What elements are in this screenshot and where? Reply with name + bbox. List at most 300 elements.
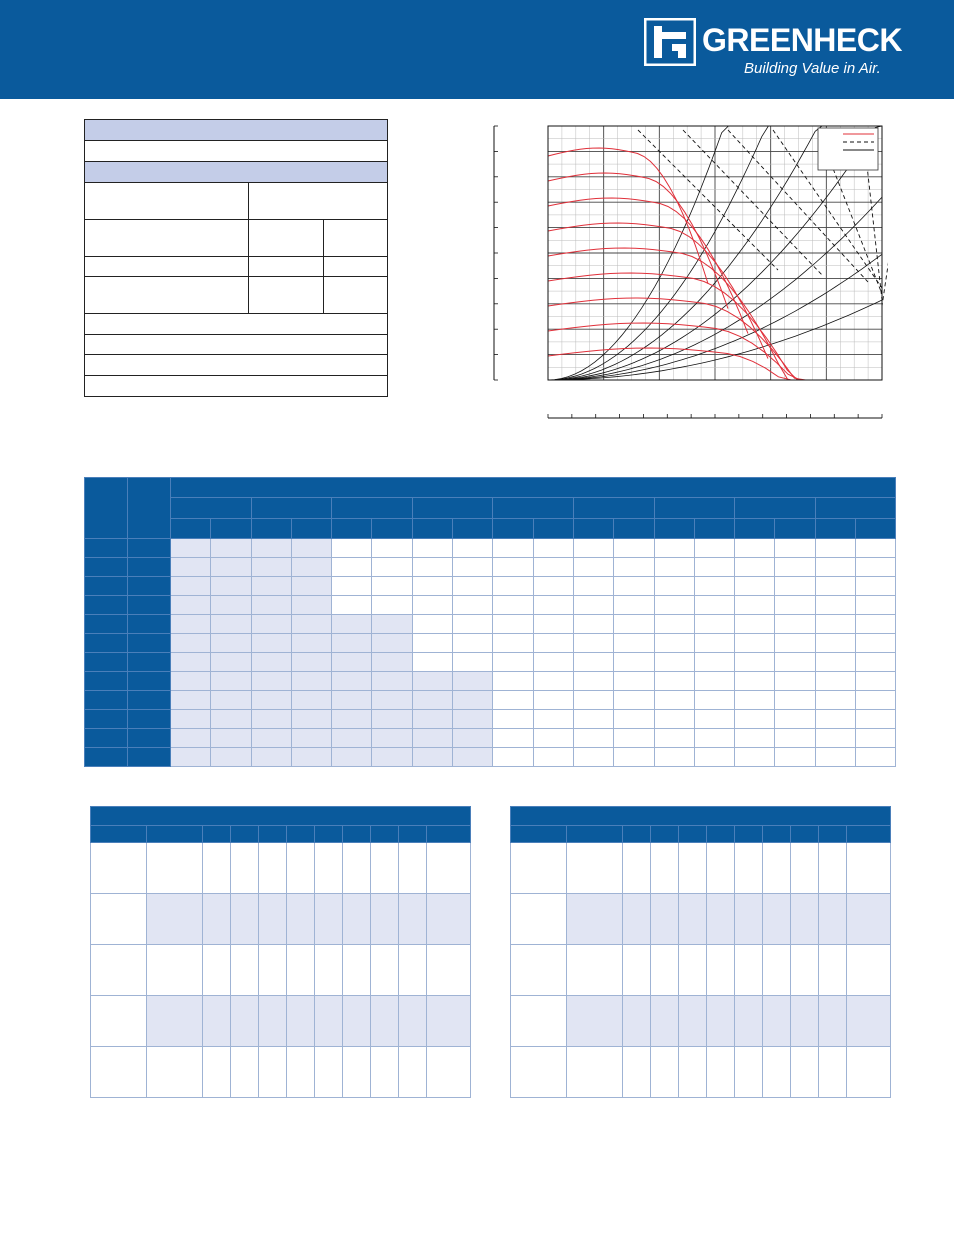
table-cell (493, 710, 533, 729)
table-cell (763, 843, 791, 894)
table-row (85, 577, 896, 596)
table-cell (211, 748, 251, 767)
header-cell (171, 478, 896, 498)
row-header-cell (85, 577, 128, 596)
table-cell (412, 672, 452, 691)
table-cell (211, 672, 251, 691)
table-cell (211, 691, 251, 710)
table-cell (511, 843, 567, 894)
spec-cell (323, 219, 388, 257)
table-row (91, 996, 471, 1047)
table-row (511, 843, 891, 894)
table-cell (147, 945, 203, 996)
table-cell (372, 710, 412, 729)
table-cell (819, 945, 847, 996)
table-cell (694, 558, 734, 577)
table-cell (493, 558, 533, 577)
table-cell (791, 996, 819, 1047)
table-cell (427, 996, 471, 1047)
table-cell (735, 748, 775, 767)
table-cell (533, 539, 573, 558)
header-cell (623, 826, 651, 843)
table-cell (654, 596, 694, 615)
table-cell (493, 672, 533, 691)
spec-cell (248, 276, 324, 314)
table-cell (372, 672, 412, 691)
table-cell (614, 691, 654, 710)
table-cell (533, 577, 573, 596)
header-cell (791, 826, 819, 843)
table-cell (614, 558, 654, 577)
table-cell (371, 843, 399, 894)
table-cell (91, 996, 147, 1047)
table-cell (775, 615, 815, 634)
header-cell (412, 519, 452, 539)
table-row (85, 729, 896, 748)
table-cell (694, 729, 734, 748)
table-cell (453, 710, 493, 729)
spec-cell (248, 219, 324, 257)
table-cell (147, 843, 203, 894)
table-cell (259, 894, 287, 945)
table-cell (856, 691, 896, 710)
dimension-table-left (90, 806, 471, 1098)
table-cell (251, 710, 291, 729)
table-cell (251, 596, 291, 615)
table-cell (251, 577, 291, 596)
table-cell (567, 945, 623, 996)
table-cell (372, 596, 412, 615)
table-cell (573, 691, 613, 710)
header-cell (735, 826, 763, 843)
table-cell (735, 615, 775, 634)
row-header-cell (128, 710, 171, 729)
table-cell (694, 653, 734, 672)
header-cell (694, 519, 734, 539)
spec-row (84, 334, 388, 355)
table-cell (847, 1047, 891, 1098)
table-cell (372, 558, 412, 577)
performance-chart (488, 120, 888, 430)
table-cell (493, 596, 533, 615)
table-header-row (91, 826, 471, 843)
table-cell (573, 615, 613, 634)
table-cell (493, 729, 533, 748)
table-cell (533, 615, 573, 634)
table-cell (231, 996, 259, 1047)
table-cell (694, 539, 734, 558)
table-cell (315, 1047, 343, 1098)
table-cell (573, 672, 613, 691)
spec-cell (323, 276, 388, 314)
table-cell (651, 945, 679, 996)
table-cell (815, 729, 855, 748)
header-cell (203, 826, 231, 843)
header-cell (763, 826, 791, 843)
header-cell (128, 478, 171, 539)
header-cell (493, 519, 533, 539)
row-header-cell (128, 729, 171, 748)
table-cell (412, 558, 452, 577)
table-cell (332, 653, 372, 672)
table-cell (815, 691, 855, 710)
table-cell (493, 634, 533, 653)
table-row (85, 539, 896, 558)
table-cell (856, 710, 896, 729)
row-header-cell (85, 539, 128, 558)
row-header-cell (85, 691, 128, 710)
header-cell (171, 498, 252, 519)
spec-cell (323, 256, 388, 277)
table-row (511, 996, 891, 1047)
table-cell (453, 615, 493, 634)
table-cell (707, 1047, 735, 1098)
table-row (85, 748, 896, 767)
table-cell (343, 945, 371, 996)
table-row (85, 691, 896, 710)
table-cell (679, 1047, 707, 1098)
row-header-cell (85, 729, 128, 748)
table-header-row (85, 478, 896, 498)
brand-name: GREENHECK (702, 22, 902, 58)
table-cell (412, 615, 452, 634)
header-cell (815, 498, 896, 519)
table-cell (775, 596, 815, 615)
table-cell (654, 615, 694, 634)
fan-curve (548, 148, 708, 284)
table-cell (493, 577, 533, 596)
table-cell (372, 653, 412, 672)
table-cell (372, 615, 412, 634)
row-header-cell (128, 672, 171, 691)
table-cell (735, 729, 775, 748)
table-cell (694, 577, 734, 596)
table-cell (332, 691, 372, 710)
table-cell (251, 691, 291, 710)
table-cell (371, 894, 399, 945)
table-cell (211, 710, 251, 729)
table-cell (654, 710, 694, 729)
table-cell (493, 615, 533, 634)
table-cell (533, 672, 573, 691)
table-cell (654, 691, 694, 710)
spec-header-row (84, 119, 388, 141)
table-cell (147, 1047, 203, 1098)
table-cell (775, 710, 815, 729)
header-cell (735, 498, 816, 519)
table-header-row (85, 519, 896, 539)
table-cell (231, 1047, 259, 1098)
table-cell (251, 653, 291, 672)
table-cell (251, 615, 291, 634)
spec-cell (248, 256, 324, 277)
table-cell (343, 1047, 371, 1098)
table-cell (171, 615, 211, 634)
row-header-cell (85, 634, 128, 653)
table-cell (623, 996, 651, 1047)
table-cell (332, 672, 372, 691)
table-cell (573, 653, 613, 672)
row-header-cell (128, 539, 171, 558)
table-cell (815, 558, 855, 577)
table-cell (573, 634, 613, 653)
table-cell (847, 996, 891, 1047)
table-row (91, 843, 471, 894)
table-cell (291, 596, 331, 615)
table-cell (775, 634, 815, 653)
table-cell (651, 894, 679, 945)
table-cell (533, 748, 573, 767)
table-cell (372, 748, 412, 767)
table-cell (763, 945, 791, 996)
row-header-cell (85, 596, 128, 615)
table-cell (453, 539, 493, 558)
table-cell (614, 748, 654, 767)
table-cell (147, 996, 203, 1047)
table-cell (775, 691, 815, 710)
table-cell (171, 710, 211, 729)
table-cell (315, 996, 343, 1047)
table-cell (694, 634, 734, 653)
table-cell (453, 596, 493, 615)
row-header-cell (128, 653, 171, 672)
table-cell (847, 945, 891, 996)
table-cell (679, 843, 707, 894)
table-cell (614, 596, 654, 615)
table-cell (856, 539, 896, 558)
table-cell (735, 843, 763, 894)
table-cell (533, 653, 573, 672)
table-cell (427, 945, 471, 996)
table-cell (171, 634, 211, 653)
table-cell (679, 945, 707, 996)
table-cell (493, 691, 533, 710)
table-cell (211, 577, 251, 596)
header-cell (775, 519, 815, 539)
table-cell (679, 894, 707, 945)
header-cell (211, 519, 251, 539)
table-cell (171, 691, 211, 710)
header-cell (847, 826, 891, 843)
table-cell (735, 996, 763, 1047)
header-cell (343, 826, 371, 843)
spec-header-row (84, 161, 388, 183)
table-cell (856, 653, 896, 672)
table-cell (791, 894, 819, 945)
spec-row (84, 375, 388, 397)
table-cell (315, 843, 343, 894)
table-cell (203, 843, 231, 894)
table-cell (259, 843, 287, 894)
fan-curve (548, 248, 788, 380)
row-header-cell (128, 691, 171, 710)
table-cell (412, 634, 452, 653)
table-cell (856, 672, 896, 691)
header-cell (819, 826, 847, 843)
table-cell (291, 577, 331, 596)
table-cell (211, 615, 251, 634)
table-cell (287, 1047, 315, 1098)
table-row (85, 634, 896, 653)
header-cell (493, 498, 574, 519)
table-cell (651, 843, 679, 894)
table-cell (211, 634, 251, 653)
spec-cell (84, 256, 249, 277)
table-cell (707, 843, 735, 894)
table-row (511, 894, 891, 945)
table-cell (847, 894, 891, 945)
table-cell (511, 894, 567, 945)
table-cell (412, 653, 452, 672)
table-cell (573, 558, 613, 577)
table-cell (775, 748, 815, 767)
table-cell (399, 894, 427, 945)
dimension-table-right (510, 806, 891, 1098)
table-row (85, 653, 896, 672)
table-cell (763, 1047, 791, 1098)
table-cell (453, 558, 493, 577)
table-cell (171, 577, 211, 596)
header-cell (567, 826, 623, 843)
table-cell (493, 653, 533, 672)
table-cell (259, 1047, 287, 1098)
header-cell (511, 826, 567, 843)
table-cell (694, 748, 734, 767)
table-cell (251, 672, 291, 691)
table-cell (623, 894, 651, 945)
table-cell (211, 596, 251, 615)
table-cell (211, 729, 251, 748)
table-cell (371, 945, 399, 996)
table-cell (735, 945, 763, 996)
table-cell (847, 843, 891, 894)
spec-cell (84, 276, 249, 314)
table-cell (412, 596, 452, 615)
table-cell (171, 748, 211, 767)
table-cell (291, 729, 331, 748)
table-cell (623, 843, 651, 894)
table-cell (654, 539, 694, 558)
table-cell (654, 653, 694, 672)
table-cell (775, 539, 815, 558)
table-cell (735, 634, 775, 653)
table-cell (735, 1047, 763, 1098)
table-cell (171, 539, 211, 558)
table-cell (694, 615, 734, 634)
table-cell (815, 615, 855, 634)
row-header-cell (128, 748, 171, 767)
header-cell (573, 519, 613, 539)
table-cell (231, 894, 259, 945)
table-cell (91, 1047, 147, 1098)
table-cell (815, 577, 855, 596)
table-cell (573, 596, 613, 615)
table-cell (791, 843, 819, 894)
table-cell (856, 748, 896, 767)
table-cell (735, 596, 775, 615)
header-cell (735, 519, 775, 539)
spec-row (84, 140, 388, 162)
table-cell (735, 539, 775, 558)
fan-curve (548, 323, 848, 380)
table-cell (493, 748, 533, 767)
row-header-cell (85, 710, 128, 729)
table-cell (332, 748, 372, 767)
table-title-row (511, 807, 891, 826)
row-header-cell (128, 577, 171, 596)
table-cell (332, 710, 372, 729)
table-cell (567, 1047, 623, 1098)
table-cell (533, 691, 573, 710)
table-cell (856, 558, 896, 577)
table-cell (614, 634, 654, 653)
spec-row (84, 313, 388, 335)
table-cell (315, 945, 343, 996)
spec-cell (248, 182, 388, 220)
table-cell (815, 634, 855, 653)
table-cell (856, 634, 896, 653)
table-cell (856, 577, 896, 596)
table-cell (372, 729, 412, 748)
header-cell (91, 826, 147, 843)
table-cell (203, 894, 231, 945)
table-cell (259, 945, 287, 996)
table-cell (614, 653, 654, 672)
table-cell (211, 558, 251, 577)
header-cell (147, 826, 203, 843)
table-cell (775, 558, 815, 577)
table-cell (623, 945, 651, 996)
fan-curve (548, 348, 868, 380)
table-cell (291, 539, 331, 558)
table-row (85, 615, 896, 634)
table-cell (343, 894, 371, 945)
header-cell (371, 826, 399, 843)
spec-cell (84, 219, 249, 257)
header-cell (654, 519, 694, 539)
table-cell (427, 894, 471, 945)
header-cell (654, 498, 735, 519)
table-cell (412, 729, 452, 748)
table-row (91, 945, 471, 996)
table-cell (573, 539, 613, 558)
header-cell (291, 519, 331, 539)
header-cell (453, 519, 493, 539)
header-cell (651, 826, 679, 843)
table-row (91, 894, 471, 945)
table-cell (332, 539, 372, 558)
table-cell (707, 894, 735, 945)
header-cell (399, 826, 427, 843)
table-cell (332, 577, 372, 596)
row-header-cell (128, 634, 171, 653)
table-cell (511, 945, 567, 996)
row-header-cell (85, 615, 128, 634)
table-cell (775, 577, 815, 596)
table-cell (251, 729, 291, 748)
table-cell (211, 653, 251, 672)
table-cell (654, 672, 694, 691)
table-cell (651, 1047, 679, 1098)
table-cell (372, 539, 412, 558)
header-cell (259, 826, 287, 843)
table-cell (573, 748, 613, 767)
table-cell (511, 1047, 567, 1098)
chart-frame (494, 126, 882, 418)
table-cell (694, 596, 734, 615)
table-cell (291, 653, 331, 672)
header-cell (315, 826, 343, 843)
